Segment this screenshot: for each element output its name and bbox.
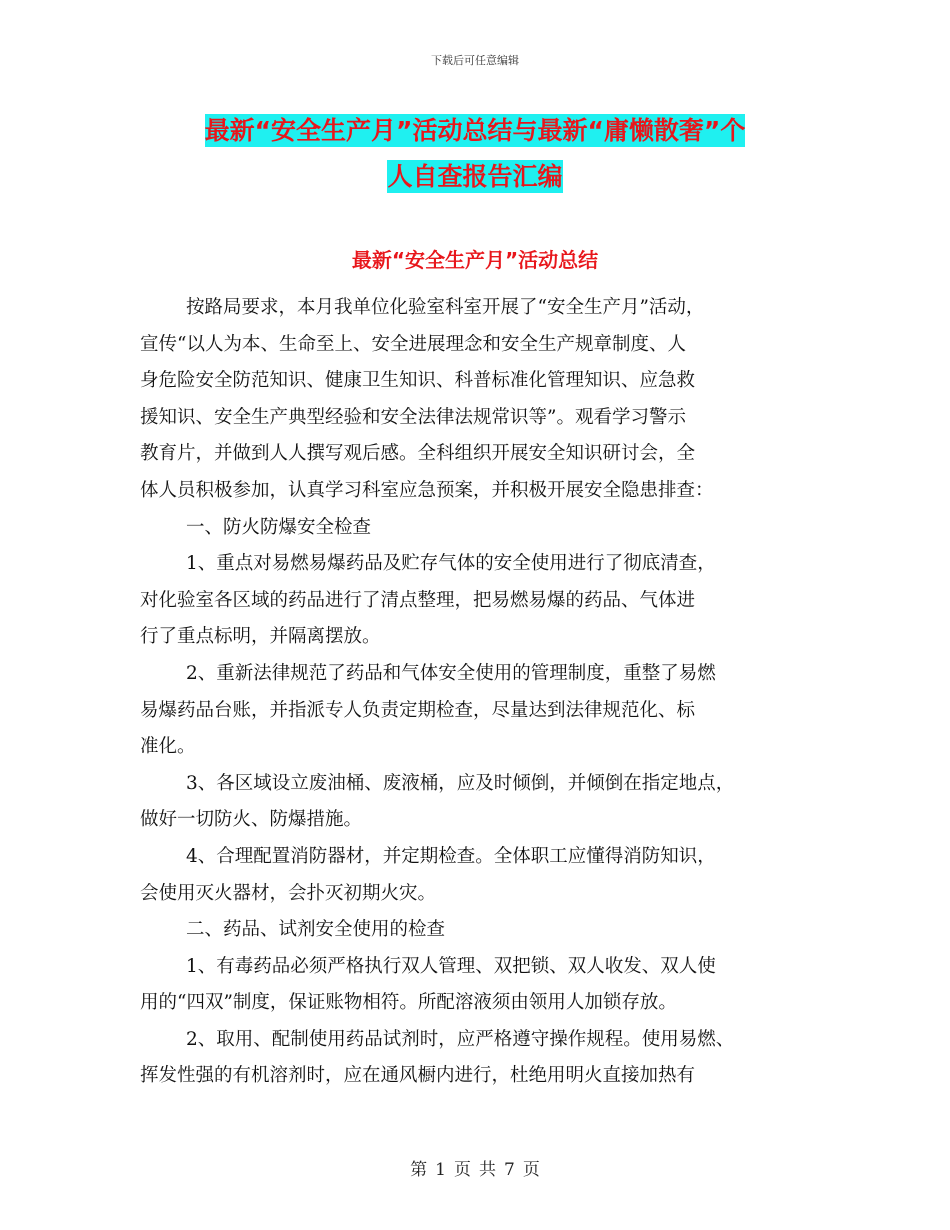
body-line: 教育片，并做到人人撰写观后感。全科组织开展安全知识研讨会，全	[140, 443, 696, 465]
body-line: 宣传“以人为本、生命至上、安全进展理念和安全生产规章制度、人	[140, 333, 686, 355]
body-line: 1、重点对易燃易爆药品及贮存气体的安全使用进行了彻底清查，	[186, 553, 716, 575]
footer-suffix: 页	[522, 1160, 540, 1180]
section-title: 最新“安全生产月”活动总结	[351, 248, 599, 272]
body-line: 2、取用、配制使用药品试剂时，应严格遵守操作规程。使用易燃、	[186, 1028, 735, 1050]
body-line: 行了重点标明，并隔离摆放。	[140, 626, 381, 648]
body-line: 2、重新法律规范了药品和气体安全使用的管理制度，重整了易燃	[186, 662, 716, 684]
footer-page-word: 页	[454, 1160, 471, 1180]
page-footer	[0, 1155, 950, 1180]
header-note: 下载后可任意编辑	[431, 54, 519, 67]
document-title	[140, 108, 810, 200]
body-line: 援知识、安全生产典型经验和安全法律法规常识等”。观看学习警示	[140, 406, 686, 428]
footer-total-word: 共	[479, 1160, 496, 1180]
footer-prefix: 第	[410, 1160, 428, 1180]
current-page-number: 1	[435, 1160, 446, 1180]
body-line: 挥发性强的有机溶剂时，应在通风橱内进行，杜绝用明火直接加热有	[140, 1065, 696, 1087]
body-line: 3、各区域设立废油桶、废液桶，应及时倾倒，并倾倒在指定地点，	[186, 772, 735, 794]
total-page-count: 7	[504, 1160, 515, 1180]
body-line: 用的“四双”制度，保证账物相符。所配溶液须由领用人加锁存放。	[140, 992, 677, 1014]
body-line: 4、合理配置消防器材，并定期检查。全体职工应懂得消防知识，	[186, 845, 716, 867]
body-line: 准化。	[140, 736, 196, 758]
body-line: 身危险安全防范知识、健康卫生知识、科普标准化管理知识、应急救	[140, 370, 696, 392]
body-line: 一、防火防爆安全检查	[186, 516, 372, 538]
body-line: 会使用灭火器材，会扑灭初期火灾。	[140, 882, 437, 904]
body-line: 二、药品、试剂安全使用的检查	[186, 919, 446, 941]
body-line: 易爆药品台账，并指派专人负责定期检查，尽量达到法律规范化、标	[140, 699, 696, 721]
body-line: 1、有毒药品必须严格执行双人管理、双把锁、双人收发、双人使	[186, 955, 716, 977]
document-title-line-1: 最新“安全生产月”活动总结与最新“庸懒散奢”个	[204, 116, 746, 145]
body-line: 按路局要求，本月我单位化验室科室开展了“安全生产月”活动，	[186, 297, 705, 318]
body-line: 对化验室各区域的药品进行了清点整理，把易燃易爆的药品、气体进	[140, 589, 696, 611]
body-line: 做好一切防火、防爆措施。	[140, 809, 363, 831]
body-line: 体人员积极参加，认真学习科室应急预案，并积极开展安全隐患排查：	[140, 479, 714, 501]
document-title-line-2: 人自查报告汇编	[387, 162, 563, 191]
body-text	[140, 290, 810, 1095]
